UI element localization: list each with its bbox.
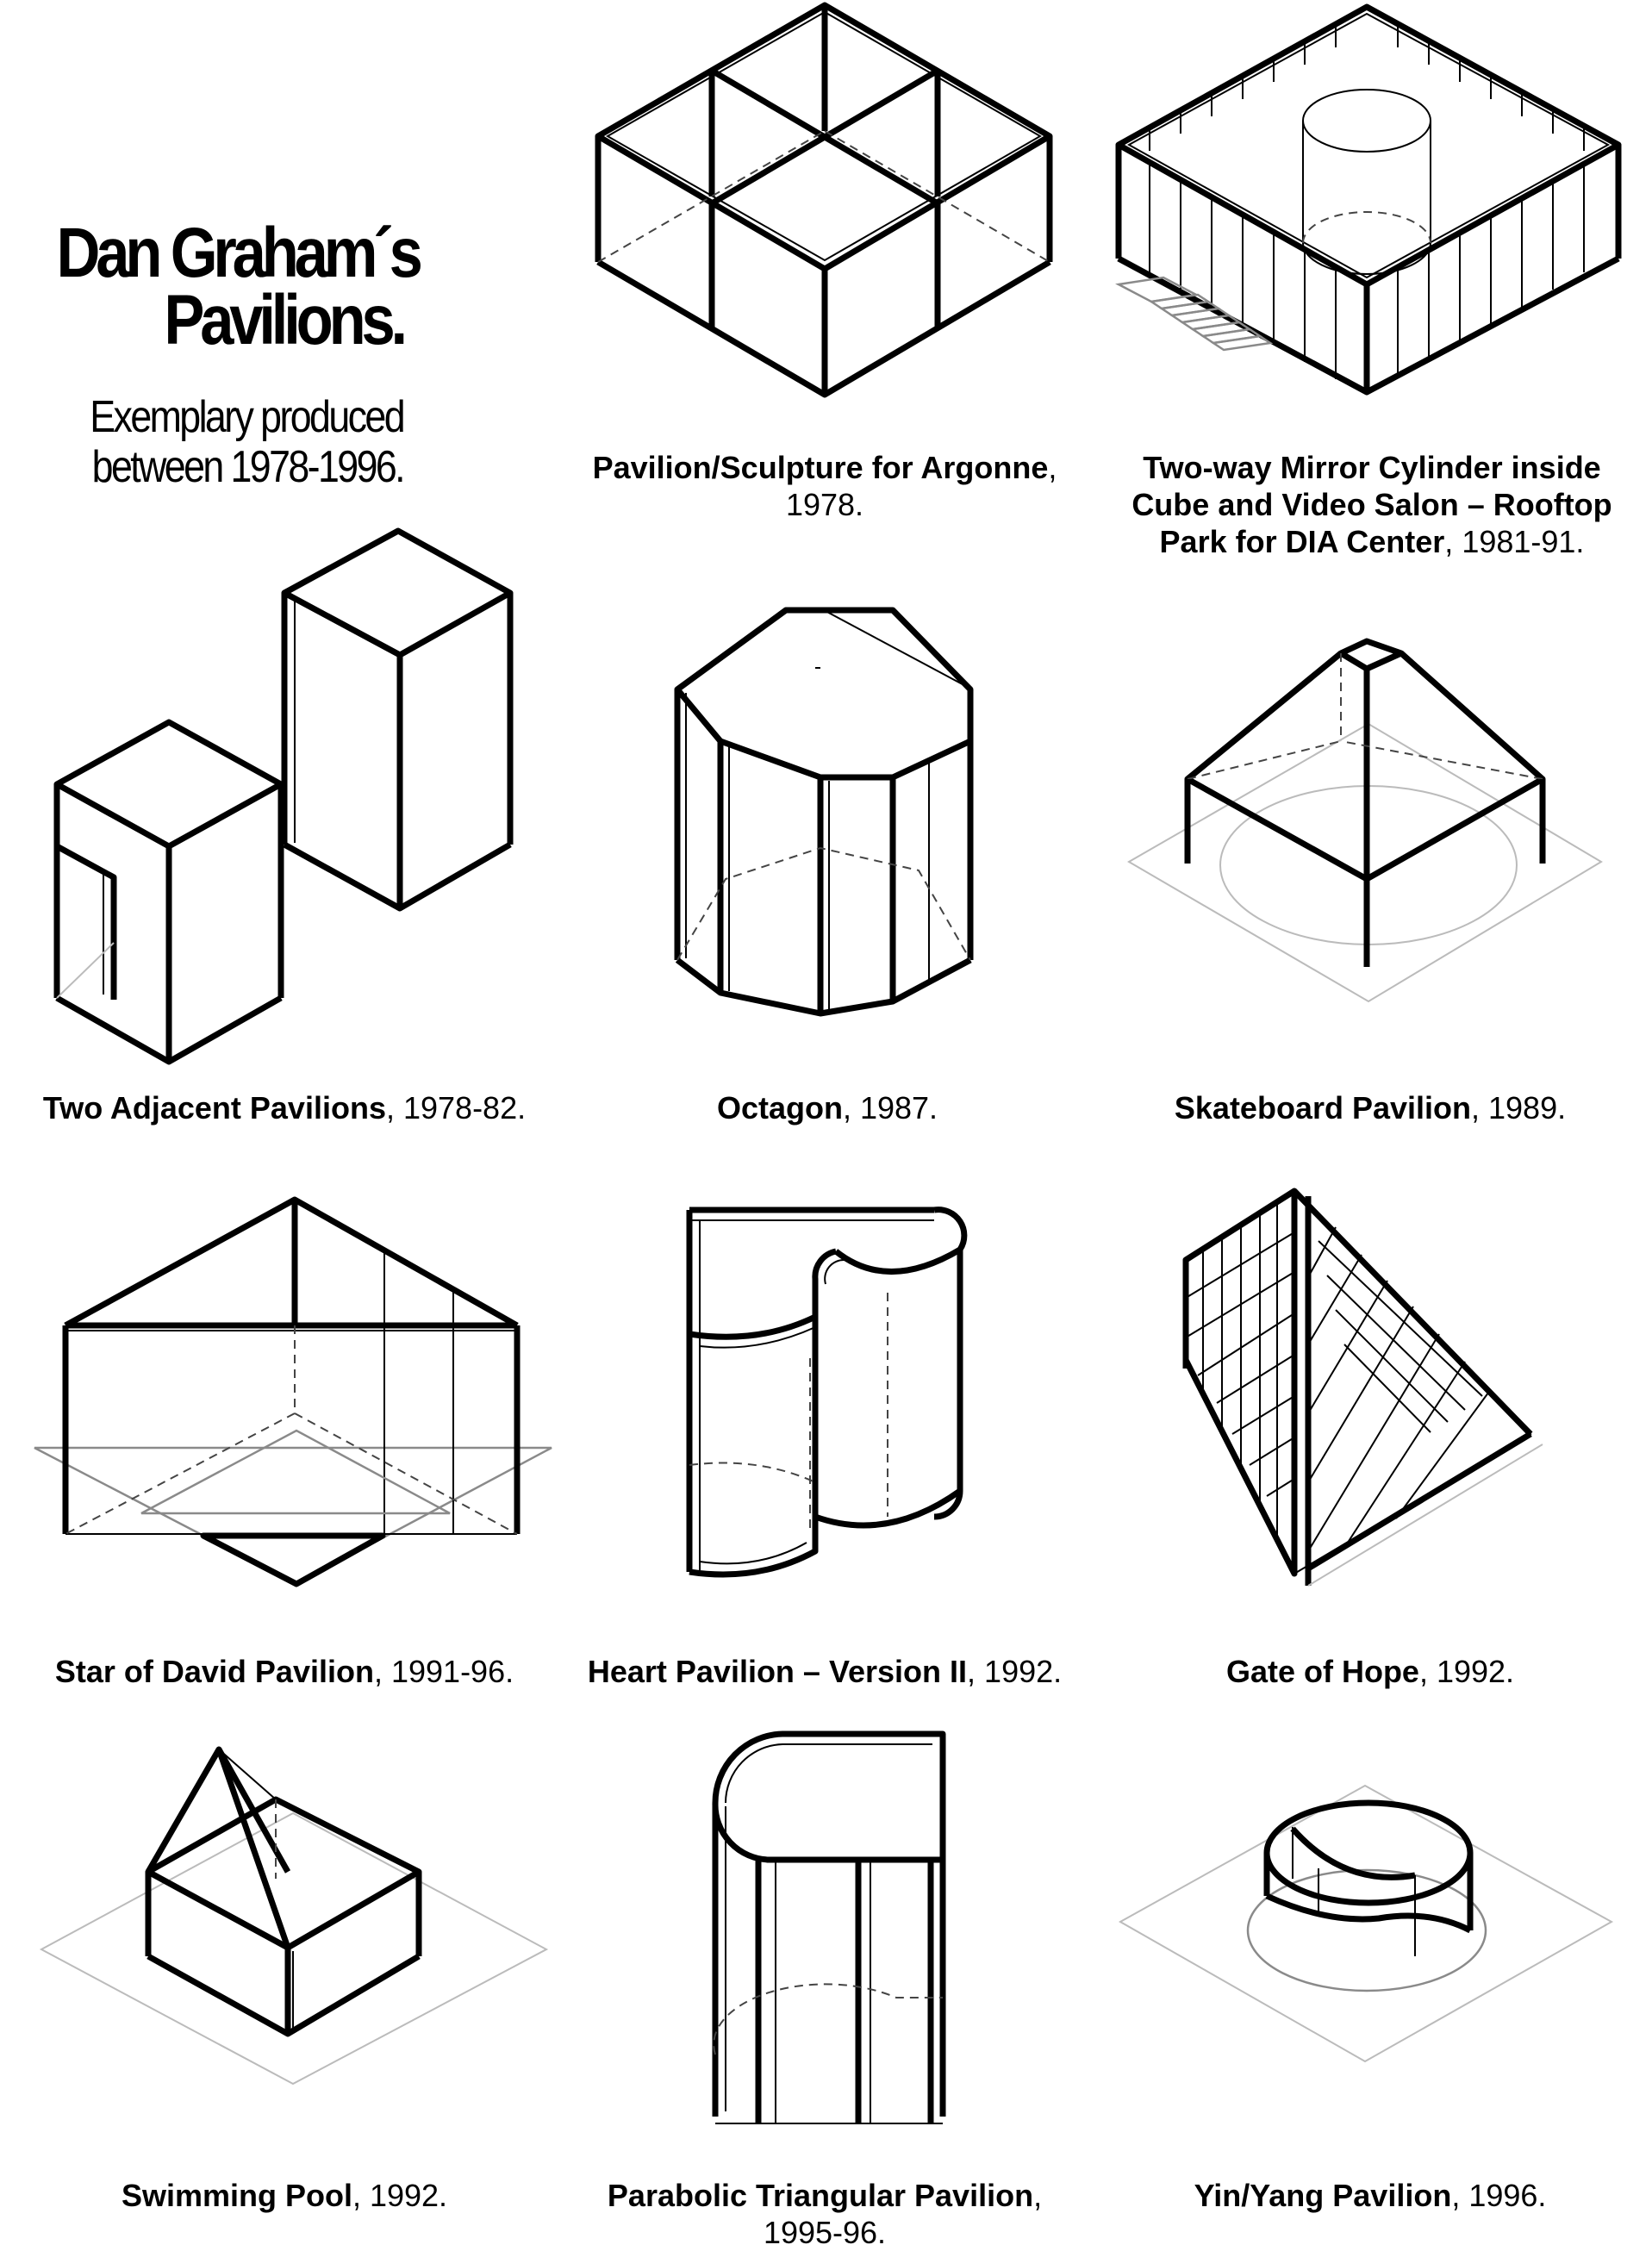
name-octagon: Octagon — [716, 1090, 843, 1126]
year-octagon: 1987. — [859, 1090, 938, 1126]
year-two-adjacent: 1978-82. — [402, 1090, 527, 1126]
caption-gate-of-hope: Gate of Hope, 1992. — [1225, 1654, 1515, 1689]
caption-parabolic-triangular: Parabolic Triangular Pavilion, 1995-96. — [607, 2178, 1043, 2250]
name-heart: Heart Pavilion – Version II — [587, 1654, 968, 1689]
name-parabolic-triangular: Parabolic Triangular Pavilion — [607, 2178, 1034, 2213]
year-argonne: 1978. — [785, 487, 864, 522]
year-star-of-david: 1991-96. — [390, 1654, 514, 1689]
name-argonne: Pavilion/Sculpture for Argonne — [592, 450, 1049, 485]
year-swimming-pool: 1992. — [369, 2178, 448, 2213]
caption-octagon: Octagon, 1987. — [716, 1090, 938, 1126]
name-skateboard: Skateboard Pavilion — [1174, 1090, 1471, 1126]
name-mirror-cylinder: Two-way Mirror Cylinder inside Cube and Video Salon – Rooftop Park for DIA Center — [1131, 450, 1612, 559]
subtitle-line-2: between 1978-1996. — [91, 442, 404, 492]
year-yin-yang: 1996. — [1468, 2178, 1547, 2213]
year-skateboard: 1989. — [1488, 1090, 1567, 1126]
year-heart: 1992. — [984, 1654, 1063, 1689]
title-line-1: Dan Graham´s — [56, 214, 419, 292]
name-swimming-pool: Swimming Pool — [121, 2178, 352, 2213]
caption-yin-yang: Yin/Yang Pavilion, 1996. — [1194, 2178, 1547, 2213]
caption-mirror-cylinder: Two-way Mirror Cylinder inside Cube and Video Salon – Rooftop Park for DIA Center, 1981-91. — [1131, 450, 1612, 559]
caption-swimming-pool: Swimming Pool, 1992. — [121, 2178, 448, 2213]
year-gate-of-hope: 1992. — [1436, 1654, 1515, 1689]
year-parabolic-triangular: 1995-96. — [763, 2215, 887, 2250]
title-line-2: Pavilions. — [164, 281, 403, 359]
name-star-of-david: Star of David Pavilion — [54, 1654, 374, 1689]
subtitle-line-1: Exemplary produced — [90, 392, 404, 442]
name-gate-of-hope: Gate of Hope — [1225, 1654, 1419, 1689]
caption-argonne: Pavilion/Sculpture for Argonne, 1978. — [592, 450, 1057, 522]
caption-star-of-david: Star of David Pavilion, 1991-96. — [54, 1654, 514, 1689]
caption-two-adjacent: Two Adjacent Pavilions, 1978-82. — [42, 1090, 527, 1126]
name-yin-yang: Yin/Yang Pavilion — [1194, 2178, 1452, 2213]
year-mirror-cylinder: 1981-91. — [1462, 524, 1585, 559]
caption-skateboard: Skateboard Pavilion, 1989. — [1174, 1090, 1567, 1126]
name-two-adjacent: Two Adjacent Pavilions — [42, 1090, 386, 1126]
caption-heart: Heart Pavilion – Version II, 1992. — [587, 1654, 1063, 1689]
